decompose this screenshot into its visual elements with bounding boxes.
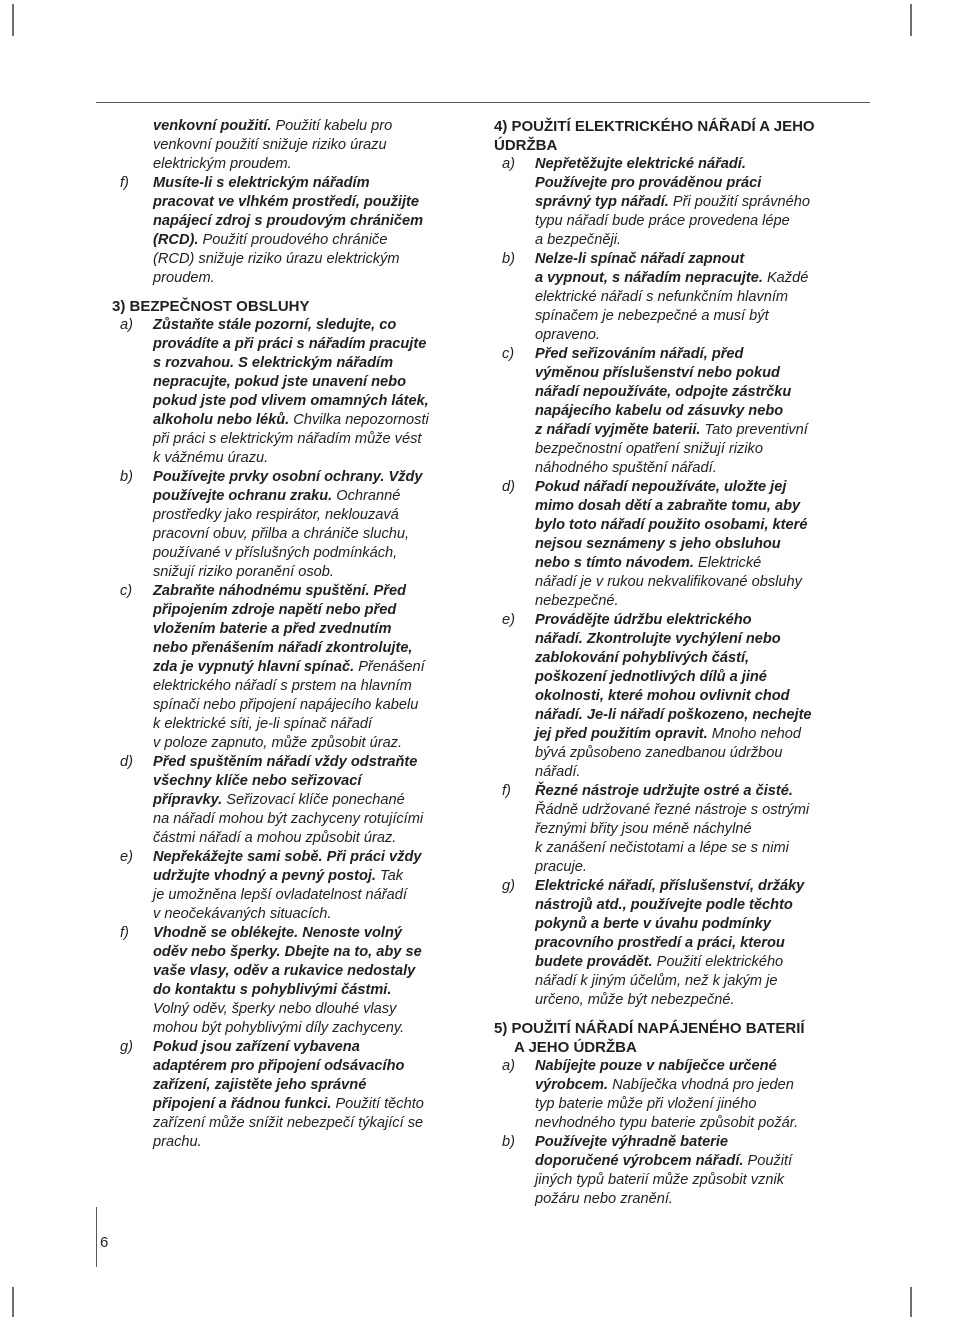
crop-mark-top-left [12,4,14,36]
footer-margin-rule [96,1207,97,1267]
text-line [153,1019,482,1038]
bold-text: (RCD). [153,232,199,248]
text-line [153,867,482,886]
text-line [153,905,482,924]
bold-text: poškození jednotlivých dílů a jiné [535,669,767,685]
section-4-item-e [494,611,866,782]
bold-text: používejte ochranu zraku. [153,488,333,504]
bold-text: doporučené výrobcem nářadí. [535,1153,744,1169]
regular-text: prachu. [153,1134,202,1150]
text-line [153,392,482,411]
text-line [153,563,482,582]
bold-text: Zabraňte náhodnému spuštění. Před [153,583,406,599]
regular-text: částmi nářadí a mohou způsobit úraz. [153,830,397,846]
text-line [535,668,866,687]
text-line [535,858,866,877]
bold-text: Nepřetěžujte elektrické nářadí. [535,156,746,172]
bold-text: nepracujte, pokud jste unavení nebo [153,374,407,390]
text-line [535,288,866,307]
text-line [535,649,866,668]
regular-text: spínači nebo připojení napájecího kabelu [153,697,419,713]
bold-text: Nabíjejte pouze v nabíječce určené [535,1058,777,1074]
section-3-item-b [112,468,482,582]
text-line [153,962,482,981]
list-item-label: c) [502,346,515,362]
bold-text: Elektrické nářadí, příslušenství, držáky [535,878,805,894]
bold-text: mimo dosah dětí a zabraňte tomu, aby [535,498,801,514]
list-item-label: g) [120,1039,133,1055]
bold-text: zablokování pohyblivých částí, [535,650,750,666]
section-5-item-a [494,1057,866,1133]
regular-text: nářadí. [535,764,581,780]
regular-text: snižují riziko poranění osob. [153,564,334,580]
text-line [535,1190,866,1209]
bold-text: nářadí. Je-li nářadí poškozeno, nechejte [535,707,812,723]
bold-text: alkoholu nebo léků. [153,412,290,428]
crop-mark-bottom-left [12,1287,14,1317]
text-line [535,687,866,706]
bold-text: okolnosti, které mohou ovlivnit chod [535,688,790,704]
text-line [153,468,482,487]
list-item-label: b) [502,1134,515,1150]
section-4-title [494,117,866,155]
regular-text: Každé [762,270,809,286]
text-line [535,706,866,725]
text-line [153,848,482,867]
bold-text: budete provádět. [535,954,653,970]
text-line [535,364,866,383]
text-line [535,744,866,763]
text-line [535,972,866,991]
bold-text: nástrojů atd., používejte podle těchto [535,897,793,913]
text-line [535,212,866,231]
text-line [153,155,482,174]
text-line [535,573,866,592]
text-line [535,877,866,896]
section-4-title-line: ÚDRŽBA [494,137,558,154]
text-line [535,307,866,326]
bold-text: napájecí zdroj s proudovým chráničem [153,213,424,229]
bold-text: zařízení, zajistěte jeho správné [153,1077,367,1093]
text-line [535,402,866,421]
text-line [535,535,866,554]
regular-text: Použití elektrického [652,954,784,970]
list-item-label: f) [120,175,129,191]
regular-text: v poloze zapnuto, může způsobit úraz. [153,735,403,751]
text-line [153,734,482,753]
text-line [535,269,866,288]
regular-text: k elektrické síti, je-li spínač nářadí [153,716,372,732]
bold-text: napájecího kabelu od zásuvky nebo [535,403,784,419]
text-line [535,1095,866,1114]
bold-text: nářadí. Zkontrolujte vychýlení nebo [535,631,781,647]
regular-text: mohou být pohyblivými díly zachyceny. [153,1020,405,1036]
text-line [535,193,866,212]
text-line [153,411,482,430]
regular-text: elektrickým proudem. [153,156,292,172]
bold-text: z nářadí vyjměte baterii. [535,422,701,438]
text-line [535,896,866,915]
regular-text: (RCD) snižuje riziko úrazu elektrickým [153,251,400,267]
crop-mark-top-right [910,4,912,36]
text-line [153,136,482,155]
bold-text: udržujte vhodný a pevný postoj. [153,868,376,884]
bold-text: adaptérem pro připojení odsávacího [153,1058,405,1074]
regular-text: bývá způsobeno zanedbanou údržbou [535,745,783,761]
text-line [535,516,866,535]
regular-text: typu nářadí bude práce provedena lépe [535,213,790,229]
text-line [153,117,482,136]
bold-text: připojením zdroje napětí nebo před [153,602,397,618]
regular-text: pracovní obuv, přilba a chrániče sluchu, [153,526,410,542]
regular-text: při práci s elektrickým nářadím může vést [153,431,422,447]
regular-text: prostředky jako respirátor, neklouzavá [153,507,399,523]
regular-text: Ochranné [332,488,401,504]
list-item-f [112,174,482,288]
regular-text: Řádně udržované řezné nástroje s ostrými [535,802,810,818]
regular-text: bezpečnostní opatření snižují riziko [535,441,763,457]
text-line [153,981,482,1000]
section-5-title [494,1019,866,1057]
bold-text: bylo toto nářadí použito osobami, které [535,517,808,533]
regular-text: elektrického nářadí s prstem na hlavním [153,678,412,694]
text-line [153,525,482,544]
left-column [112,117,482,1152]
right-column [494,117,866,1209]
section-3-list [112,316,482,1152]
text-line [535,421,866,440]
text-line [535,839,866,858]
text-line [153,620,482,639]
regular-text: Použití kabelu pro [271,118,393,134]
text-line [153,924,482,943]
list-item-label: d) [120,754,133,770]
text-line [535,174,866,193]
text-line [535,592,866,611]
section-3-item-a [112,316,482,468]
section-4-item-f [494,782,866,877]
left-continuation [112,117,482,174]
text-line [153,639,482,658]
bold-text: Nepřekážejte sami sobě. Při práci vždy [153,849,422,865]
regular-text: spínačem je nebezpečné a musí být [535,308,769,324]
text-line [153,1076,482,1095]
bold-text: do kontaktu s pohyblivými částmi. [153,982,392,998]
text-line [535,345,866,364]
list-item-label: e) [502,612,515,628]
bold-text: jej před použitím opravit. [535,726,708,742]
text-line [535,383,866,402]
bold-text: Musíte-li s elektrickým nářadím [153,175,370,191]
text-line [153,791,482,810]
text-line [153,715,482,734]
text-line [535,820,866,839]
bold-text: všechny klíče nebo seřizovací [153,773,362,789]
text-line [153,269,482,288]
regular-text: používané v příslušných podmínkách, [153,545,398,561]
list-item-label: b) [120,469,133,485]
list-item-label: b) [502,251,515,267]
text-line [153,696,482,715]
bold-text: vložením baterie a před zvednutím [153,621,392,637]
text-line [153,316,482,335]
text-line [535,497,866,516]
regular-text: proudem. [153,270,215,286]
regular-text: zařízení může snížit nebezpečí týkající se [153,1115,424,1131]
regular-text: a bezpečněji. [535,232,622,248]
section-3-item-f [112,924,482,1038]
text-line [535,763,866,782]
regular-text: Při použití správného [668,194,810,210]
text-line [153,212,482,231]
text-line [153,601,482,620]
section-4-item-a [494,155,866,250]
bold-text: vaše vlasy, oděv a rukavice nedostaly [153,963,416,979]
regular-text: Volný oděv, šperky nebo dlouhé vlasy [153,1001,397,1017]
text-line [153,250,482,269]
section-4-item-g [494,877,866,1010]
regular-text: nářadí je v rukou nekvalifikované obsluhy [535,574,802,590]
bold-text: oděv nebo šperky. Dbejte na to, aby se [153,944,422,960]
text-line [153,753,482,772]
text-line [535,1076,866,1095]
text-line [153,829,482,848]
section-3-item-g [112,1038,482,1152]
text-line [535,801,866,820]
regular-text: Elektrické [693,555,762,571]
text-line [535,250,866,269]
text-line [535,630,866,649]
bold-text: pokynů a berte v úvahu podmínky [535,916,771,932]
text-line [535,231,866,250]
list-item-label: a) [120,317,133,333]
text-line [535,554,866,573]
regular-text: Mnoho nehod [707,726,802,742]
list-item-label: g) [502,878,515,894]
text-line [153,1000,482,1019]
bold-text: Před seřizováním nářadí, před [535,346,744,362]
bold-text: Vhodně se oblékejte. Nenoste volný [153,925,402,941]
regular-text: k zanášení nečistotami a lépe se s nimi [535,840,789,856]
regular-text: řeznými břity jsou méně náchylné [535,821,752,837]
text-line [535,326,866,345]
text-line [535,611,866,630]
bold-text: Používejte výhradně baterie [535,1134,729,1150]
bold-text: pracovat ve vlhkém prostředí, použijte [153,194,420,210]
regular-text: Použití proudového chrániče [198,232,388,248]
text-line [153,174,482,193]
section-4-title-line: 4) POUŽITÍ ELEKTRICKÉHO NÁŘADÍ A JEHO [494,118,815,135]
bold-text: nebo s tímto návodem. [535,555,694,571]
bold-text: nářadí nepoužíváte, odpojte zástrčku [535,384,792,400]
regular-text: Použití těchto [331,1096,424,1112]
text-line [535,915,866,934]
bold-text: Nelze-li spínač nářadí zapnout [535,251,745,267]
page-number: 6 [100,1234,109,1251]
regular-text: k vážnému úrazu. [153,450,269,466]
text-line [535,725,866,744]
bold-text: přípravky. [153,792,223,808]
list-item-label: a) [502,156,515,172]
regular-text: typ baterie může při vložení jiného [535,1096,757,1112]
section-5-list [494,1057,866,1209]
bold-text: Řezné nástroje udržujte ostré a čisté. [535,783,793,799]
bold-text: výrobcem. [535,1077,609,1093]
text-line [153,1095,482,1114]
section-4-list [494,155,866,1010]
regular-text: nevhodného typu baterie způsobit požár. [535,1115,799,1131]
crop-mark-bottom-right [910,1287,912,1317]
text-line [153,772,482,791]
text-line [535,991,866,1010]
text-line [153,506,482,525]
list-item-label: a) [502,1058,515,1074]
bold-text: Před spuštěním nářadí vždy odstraňte [153,754,418,770]
regular-text: Použití [743,1153,793,1169]
regular-text: je umožněna lepší ovladatelnost nářadí [153,887,407,903]
text-line [153,449,482,468]
section-5-title-line: A JEHO ÚDRŽBA [514,1039,637,1056]
text-line [153,1057,482,1076]
text-line [153,582,482,601]
regular-text: nářadí k jiným účelům, než k jakým je [535,973,778,989]
regular-text: Chvilka nepozornosti [289,412,429,428]
bold-text: Provádějte údržbu elektrického [535,612,752,628]
regular-text: náhodného spuštění nářadí. [535,460,717,476]
bold-text: správný typ nářadí. [535,194,669,210]
regular-text: v neočekávaných situacích. [153,906,332,922]
bold-text: Pokud nářadí nepoužíváte, uložte jej [535,479,787,495]
bold-text: pokud jste pod vlivem omamných látek, [153,393,429,409]
text-line [535,1171,866,1190]
bold-text: nejsou seznámeny s jeho obsluhou [535,536,781,552]
text-line [535,440,866,459]
section-5-title-line: 5) POUŽITÍ NÁŘADÍ NAPÁJENÉHO BATERIÍ [494,1020,805,1037]
text-line [153,373,482,392]
bold-text: Zůstaňte stále pozorní, sledujte, co [153,317,397,333]
regular-text: jiných typů baterií může způsobit vznik [535,1172,785,1188]
text-line [153,886,482,905]
text-line [535,953,866,972]
bold-text: venkovní použití. [153,118,272,134]
bold-text: pracovního prostředí a práci, kterou [535,935,785,951]
text-line [153,1133,482,1152]
regular-text: Tato preventivní [700,422,808,438]
bold-text: provádíte a při práci s nářadím pracujte [153,336,427,352]
text-line [535,1114,866,1133]
text-line [153,544,482,563]
bold-text: zda je vypnutý hlavní spínač. [153,659,355,675]
bold-text: připojení a řádnou funkci. [153,1096,332,1112]
text-line [535,1152,866,1171]
header-rule [96,102,870,103]
section-4-item-d [494,478,866,611]
regular-text: požáru nebo zranění. [535,1191,673,1207]
text-line [153,193,482,212]
bold-text: nebo přenášením nářadí zkontrolujte, [153,640,413,656]
text-line [535,934,866,953]
text-line [153,487,482,506]
regular-text: Tak [375,868,404,884]
bold-text: Používejte pro prováděnou práci [535,175,762,191]
list-item-label: f) [120,925,129,941]
text-line [153,231,482,250]
text-line [535,1057,866,1076]
section-5-item-b [494,1133,866,1209]
text-line [535,1133,866,1152]
text-line [153,335,482,354]
text-line [535,782,866,801]
section-3-item-e [112,848,482,924]
list-item-label: d) [502,479,515,495]
text-line [153,354,482,373]
text-line [153,1038,482,1057]
bold-text: s rozvahou. S elektrickým nářadím [153,355,394,371]
text-line [153,810,482,829]
text-line [535,155,866,174]
text-line [153,1114,482,1133]
regular-text: elektrické nářadí s nefunkčním hlavním [535,289,789,305]
list-item-label: f) [502,783,511,799]
text-line [153,430,482,449]
regular-text: určeno, může být nebezpečné. [535,992,735,1008]
text-line [153,677,482,696]
text-line [153,943,482,962]
regular-text: na nářadí mohou být zachyceny rotujícími [153,811,424,827]
list-item-label: e) [120,849,133,865]
section-4-item-b [494,250,866,345]
section-3-title: 3) BEZPEČNOST OBSLUHY [112,298,310,315]
regular-text: Nabíječka vhodná pro jeden [608,1077,794,1093]
bold-text: Pokud jsou zařízení vybavena [153,1039,360,1055]
regular-text: venkovní použití snižuje riziko úrazu [153,137,387,153]
section-3-item-d [112,753,482,848]
bold-text: a vypnout, s nářadím nepracujte. [535,270,763,286]
list-item-label: c) [120,583,133,599]
regular-text: opraveno. [535,327,600,343]
bold-text: výměnou příslušenství nebo pokud [535,365,780,381]
regular-text: nebezpečné. [535,593,619,609]
text-line [535,478,866,497]
regular-text: pracuje. [535,859,587,875]
section-3-item-c [112,582,482,753]
text-line [535,459,866,478]
regular-text: Přenášení [354,659,425,675]
section-4-item-c [494,345,866,478]
text-line [153,658,482,677]
regular-text: Seřizovací klíče ponechané [222,792,405,808]
bold-text: Používejte prvky osobní ochrany. Vždy [153,469,423,485]
